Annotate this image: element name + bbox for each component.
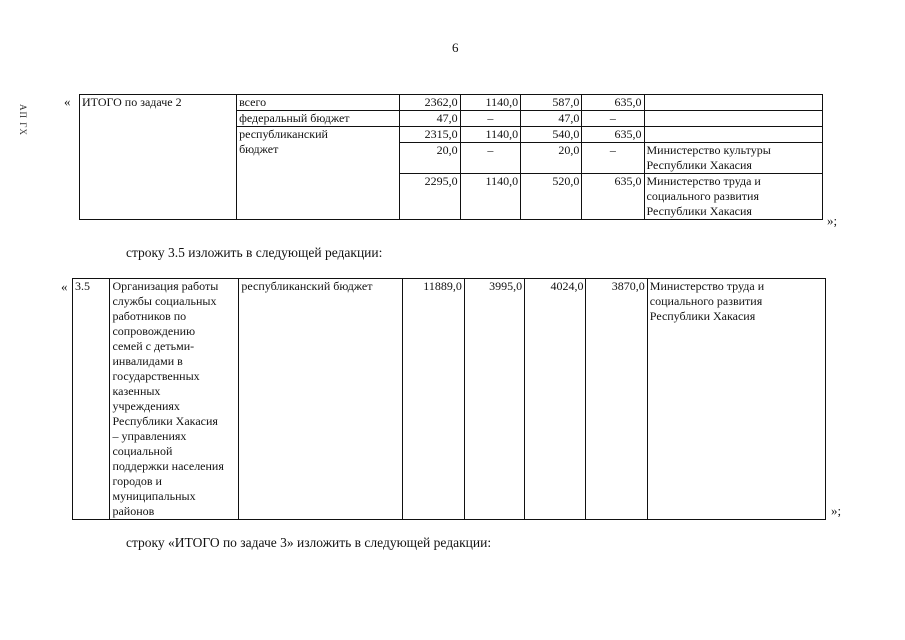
value-cell: 2362,0 (400, 95, 460, 111)
funding-source: всего (237, 95, 400, 111)
funding-source: республиканский бюджет (237, 127, 400, 220)
task-total-label: ИТОГО по задаче 2 (80, 95, 237, 220)
opening-quote-1: « (64, 94, 71, 109)
executor-cell (644, 95, 822, 111)
value-cell: 11889,0 (403, 279, 464, 520)
value-cell: 20,0 (521, 143, 582, 174)
value-cell: 635,0 (582, 95, 644, 111)
value-cell: 3995,0 (464, 279, 524, 520)
table-row (73, 279, 826, 520)
value-cell: 3870,0 (586, 279, 647, 520)
value-cell: 4024,0 (525, 279, 586, 520)
executor-cell (644, 111, 822, 127)
value-cell: – (582, 143, 644, 174)
opening-quote-2: « (61, 279, 68, 294)
value-cell: 2315,0 (400, 127, 460, 143)
closing-quote-2: »; (831, 503, 842, 518)
activity-name: Организация работы службы социальных работников по сопровождению семей с детьми- инвалидами в государственных казенных учреждениях Республики Хакасия – управлениях социальной поддержки населения городов и муниципальных районов (110, 279, 239, 520)
executor-cell: Министерство труда и социального развития Республики Хакасия (644, 174, 822, 220)
page-number: 6 (452, 40, 459, 55)
value-cell: – (582, 111, 644, 127)
closing-quote-1: »; (827, 213, 838, 228)
task2-total-table (79, 94, 823, 220)
executor-cell: Министерство культуры Республики Хакасия (644, 143, 822, 174)
executor-cell (644, 127, 822, 143)
value-cell: 520,0 (521, 174, 582, 220)
value-cell: – (460, 111, 520, 127)
funding-source: республиканский бюджет (239, 279, 403, 520)
side-margin-mark: АП ГХ (18, 104, 28, 136)
value-cell: 47,0 (400, 111, 460, 127)
value-cell: 587,0 (521, 95, 582, 111)
value-cell: 1140,0 (460, 127, 520, 143)
value-cell: 1140,0 (460, 95, 520, 111)
value-cell: 20,0 (400, 143, 460, 174)
value-cell: 2295,0 (400, 174, 460, 220)
funding-source: федеральный бюджет (237, 111, 400, 127)
row-number: 3.5 (73, 279, 110, 520)
instruction-paragraph-1: строку 3.5 изложить в следующей редакции: (126, 245, 383, 260)
value-cell: – (460, 143, 520, 174)
value-cell: 540,0 (521, 127, 582, 143)
value-cell: 47,0 (521, 111, 582, 127)
value-cell: 635,0 (582, 174, 644, 220)
instruction-paragraph-2: строку «ИТОГО по задаче 3» изложить в следующей редакции: (126, 535, 492, 550)
value-cell: 635,0 (582, 127, 644, 143)
executor-cell: Министерство труда и социального развития Республики Хакасия (647, 279, 825, 520)
row-3-5-table (72, 278, 826, 520)
value-cell: 1140,0 (460, 174, 520, 220)
table-row (80, 95, 823, 111)
